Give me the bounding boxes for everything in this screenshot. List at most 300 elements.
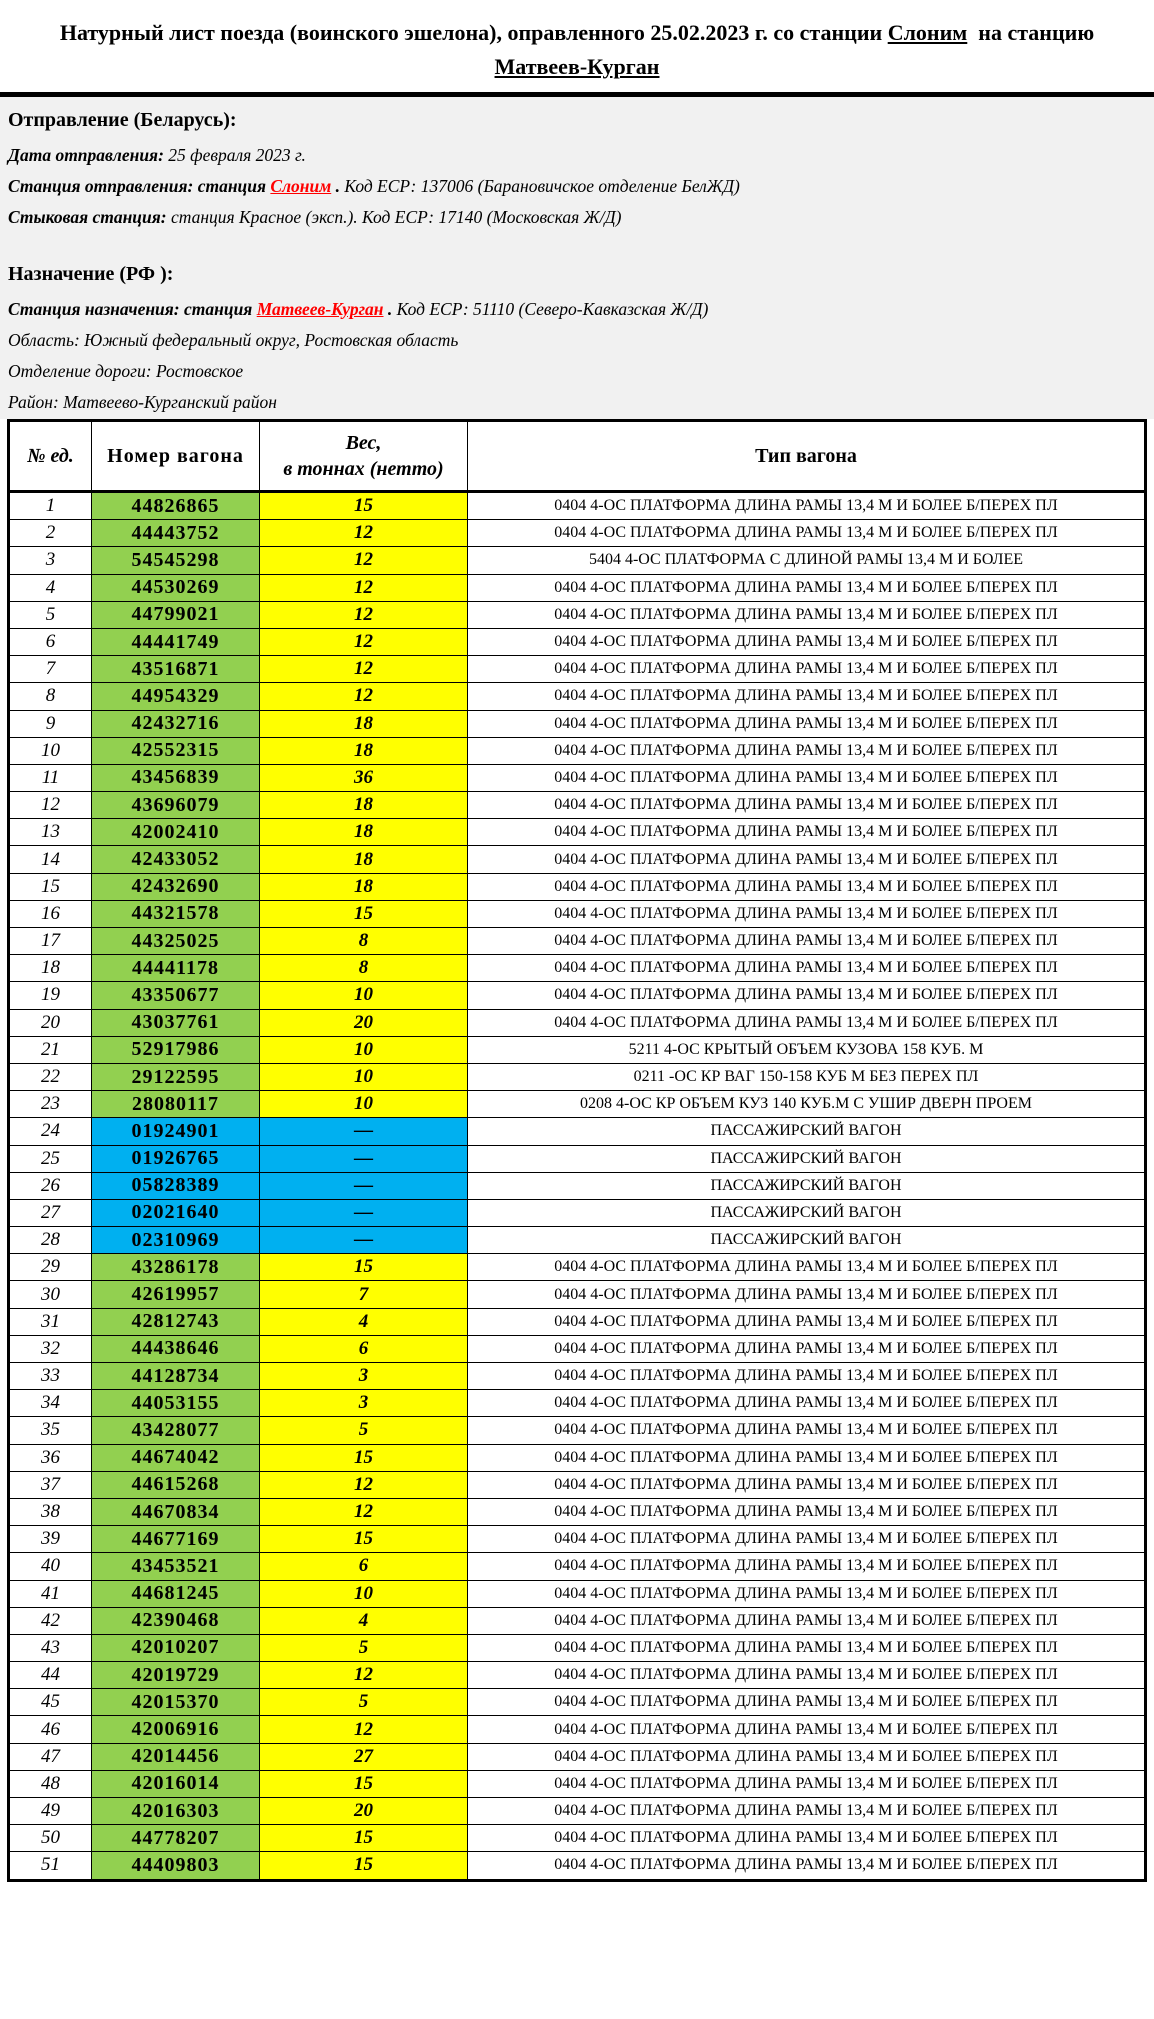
cell-wagon-type: 0404 4-ОС ПЛАТФОРМА ДЛИНА РАМЫ 13,4 М И БОЛЕЕ Б/ПЕРЕХ ПЛ xyxy=(468,683,1146,710)
table-row xyxy=(9,1634,1146,1661)
table-row xyxy=(9,928,1146,955)
cell-unit-number: 1 xyxy=(9,492,92,520)
cell-wagon-type: ПАССАЖИРСКИЙ ВАГОН xyxy=(468,1172,1146,1199)
cell-wagon-type: 0404 4-ОС ПЛАТФОРМА ДЛИНА РАМЫ 13,4 М И БОЛЕЕ Б/ПЕРЕХ ПЛ xyxy=(468,601,1146,628)
cell-weight: 12 xyxy=(260,547,468,574)
cell-unit-number: 30 xyxy=(9,1281,92,1308)
cell-wagon-type: 0404 4-ОС ПЛАТФОРМА ДЛИНА РАМЫ 13,4 М И БОЛЕЕ Б/ПЕРЕХ ПЛ xyxy=(468,900,1146,927)
cell-weight: — xyxy=(260,1227,468,1254)
title-suffix: на станцию xyxy=(967,20,1095,45)
cell-unit-number: 7 xyxy=(9,656,92,683)
cell-wagon-type: 5404 4-ОС ПЛАТФОРМА С ДЛИНОЙ РАМЫ 13,4 М И БОЛЕЕ xyxy=(468,547,1146,574)
cell-weight: — xyxy=(260,1145,468,1172)
departure-station-word: станция xyxy=(193,176,271,196)
cell-unit-number: 19 xyxy=(9,982,92,1009)
cell-wagon-number: 02310969 xyxy=(92,1227,260,1254)
destination-station-word: станция xyxy=(179,299,257,319)
cell-wagon-number: 42432716 xyxy=(92,710,260,737)
cell-wagon-type: 0404 4-ОС ПЛАТФОРМА ДЛИНА РАМЫ 13,4 М И БОЛЕЕ Б/ПЕРЕХ ПЛ xyxy=(468,1689,1146,1716)
cell-wagon-type: 0404 4-ОС ПЛАТФОРМА ДЛИНА РАМЫ 13,4 М И БОЛЕЕ Б/ПЕРЕХ ПЛ xyxy=(468,1009,1146,1036)
cell-wagon-type: 0404 4-ОС ПЛАТФОРМА ДЛИНА РАМЫ 13,4 М И БОЛЕЕ Б/ПЕРЕХ ПЛ xyxy=(468,764,1146,791)
cell-weight: 36 xyxy=(260,764,468,791)
cell-wagon-type: 0404 4-ОС ПЛАТФОРМА ДЛИНА РАМЫ 13,4 М И БОЛЕЕ Б/ПЕРЕХ ПЛ xyxy=(468,737,1146,764)
table-row xyxy=(9,1009,1146,1036)
cell-unit-number: 5 xyxy=(9,601,92,628)
cell-unit-number: 16 xyxy=(9,900,92,927)
cell-wagon-type: 0404 4-ОС ПЛАТФОРМА ДЛИНА РАМЫ 13,4 М И БОЛЕЕ Б/ПЕРЕХ ПЛ xyxy=(468,928,1146,955)
cell-unit-number: 12 xyxy=(9,792,92,819)
district-label: Район: xyxy=(8,392,59,412)
table-row xyxy=(9,1498,1146,1525)
cell-unit-number: 43 xyxy=(9,1634,92,1661)
cell-wagon-number: 44670834 xyxy=(92,1498,260,1525)
cell-weight: 10 xyxy=(260,1580,468,1607)
table-row xyxy=(9,1471,1146,1498)
table-row xyxy=(9,737,1146,764)
cell-unit-number: 44 xyxy=(9,1662,92,1689)
table-row xyxy=(9,1199,1146,1226)
cell-unit-number: 21 xyxy=(9,1036,92,1063)
destination-station-name: Матвеев-Курган xyxy=(256,299,384,319)
cell-unit-number: 29 xyxy=(9,1254,92,1281)
route-info-section xyxy=(0,97,1154,419)
cell-unit-number: 37 xyxy=(9,1471,92,1498)
table-row xyxy=(9,492,1146,520)
cell-unit-number: 11 xyxy=(9,764,92,791)
cell-unit-number: 32 xyxy=(9,1335,92,1362)
table-row xyxy=(9,628,1146,655)
header-weight-line1: Вес, xyxy=(345,432,382,454)
cell-weight: 12 xyxy=(260,574,468,601)
district-value: Матвеево-Курганский район xyxy=(58,392,277,412)
cell-weight: 20 xyxy=(260,1798,468,1825)
cell-weight: 10 xyxy=(260,1036,468,1063)
header-unit-number: № ед. xyxy=(9,421,92,492)
cell-weight: 15 xyxy=(260,1852,468,1880)
cell-wagon-type: 0404 4-ОС ПЛАТФОРМА ДЛИНА РАМЫ 13,4 М И БОЛЕЕ Б/ПЕРЕХ ПЛ xyxy=(468,1607,1146,1634)
cell-wagon-type: 0404 4-ОС ПЛАТФОРМА ДЛИНА РАМЫ 13,4 М И БОЛЕЕ Б/ПЕРЕХ ПЛ xyxy=(468,1308,1146,1335)
table-row xyxy=(9,982,1146,1009)
cell-weight: 5 xyxy=(260,1689,468,1716)
cell-wagon-type: 0404 4-ОС ПЛАТФОРМА ДЛИНА РАМЫ 13,4 М И БОЛЕЕ Б/ПЕРЕХ ПЛ xyxy=(468,1634,1146,1661)
cell-weight: — xyxy=(260,1118,468,1145)
cell-wagon-type: 0404 4-ОС ПЛАТФОРМА ДЛИНА РАМЫ 13,4 М И БОЛЕЕ Б/ПЕРЕХ ПЛ xyxy=(468,1852,1146,1880)
cell-wagon-number: 42432690 xyxy=(92,873,260,900)
cell-wagon-type: 0404 4-ОС ПЛАТФОРМА ДЛИНА РАМЫ 13,4 М И БОЛЕЕ Б/ПЕРЕХ ПЛ xyxy=(468,792,1146,819)
cell-unit-number: 45 xyxy=(9,1689,92,1716)
cell-weight: 18 xyxy=(260,846,468,873)
cell-weight: 15 xyxy=(260,1254,468,1281)
cell-unit-number: 36 xyxy=(9,1444,92,1471)
cell-unit-number: 38 xyxy=(9,1498,92,1525)
cell-weight: 15 xyxy=(260,1444,468,1471)
cell-wagon-number: 42002410 xyxy=(92,819,260,846)
departure-date-label: Дата отправления: xyxy=(8,145,164,165)
cell-wagon-number: 42015370 xyxy=(92,1689,260,1716)
cell-weight: 15 xyxy=(260,492,468,520)
cell-weight: 4 xyxy=(260,1607,468,1634)
cell-unit-number: 51 xyxy=(9,1852,92,1880)
cell-unit-number: 47 xyxy=(9,1743,92,1770)
cell-wagon-type: ПАССАЖИРСКИЙ ВАГОН xyxy=(468,1145,1146,1172)
title-to-station: Матвеев-Курган xyxy=(494,54,660,79)
cell-wagon-type: 0404 4-ОС ПЛАТФОРМА ДЛИНА РАМЫ 13,4 М И БОЛЕЕ Б/ПЕРЕХ ПЛ xyxy=(468,492,1146,520)
cell-weight: 5 xyxy=(260,1634,468,1661)
cell-wagon-number: 44438646 xyxy=(92,1335,260,1362)
cell-weight: 18 xyxy=(260,873,468,900)
cell-weight: 12 xyxy=(260,1498,468,1525)
header-weight xyxy=(260,421,468,492)
table-row xyxy=(9,1036,1146,1063)
destination-station-code: Код ЕСР: 51110 (Северо-Кавказская Ж/Д) xyxy=(396,299,709,319)
departure-date-line xyxy=(8,140,1146,171)
cell-wagon-type: 0208 4-ОС КР ОБЪЕМ КУЗ 140 КУБ.М С УШИР ДВЕРН ПРОЕМ xyxy=(468,1091,1146,1118)
cell-unit-number: 40 xyxy=(9,1553,92,1580)
document-title xyxy=(0,0,1154,84)
division-label: Отделение дороги: xyxy=(8,361,152,381)
cell-unit-number: 41 xyxy=(9,1580,92,1607)
cell-weight: 7 xyxy=(260,1281,468,1308)
cell-unit-number: 6 xyxy=(9,628,92,655)
cell-weight: 20 xyxy=(260,1009,468,1036)
cell-weight: 5 xyxy=(260,1417,468,1444)
table-row xyxy=(9,1580,1146,1607)
table-row xyxy=(9,1254,1146,1281)
destination-station-dot: . xyxy=(383,299,397,319)
district-line xyxy=(8,387,1146,418)
cell-weight: 15 xyxy=(260,1825,468,1852)
document-title-line1 xyxy=(0,16,1154,50)
document-title-line2 xyxy=(0,50,1154,84)
table-row xyxy=(9,1825,1146,1852)
cell-wagon-number: 43350677 xyxy=(92,982,260,1009)
cell-wagon-number: 01926765 xyxy=(92,1145,260,1172)
cell-wagon-number: 05828389 xyxy=(92,1172,260,1199)
table-row xyxy=(9,1444,1146,1471)
cell-weight: 27 xyxy=(260,1743,468,1770)
title-prefix: Натурный лист поезда (воинского эшелона), оправленного 25.02.2023 г. со станции xyxy=(59,20,888,45)
destination-heading: Назначение (РФ ): xyxy=(8,263,174,285)
cell-wagon-type: 0404 4-ОС ПЛАТФОРМА ДЛИНА РАМЫ 13,4 М И БОЛЕЕ Б/ПЕРЕХ ПЛ xyxy=(468,1798,1146,1825)
table-row xyxy=(9,1662,1146,1689)
table-row xyxy=(9,601,1146,628)
cell-unit-number: 2 xyxy=(9,520,92,547)
cell-wagon-number: 44530269 xyxy=(92,574,260,601)
table-row xyxy=(9,1417,1146,1444)
header-wagon-number: Номер вагона xyxy=(92,421,260,492)
cell-weight: 15 xyxy=(260,1770,468,1797)
table-row xyxy=(9,520,1146,547)
table-row xyxy=(9,819,1146,846)
cell-wagon-number: 44799021 xyxy=(92,601,260,628)
cell-wagon-type: 0404 4-ОС ПЛАТФОРМА ДЛИНА РАМЫ 13,4 М И БОЛЕЕ Б/ПЕРЕХ ПЛ xyxy=(468,656,1146,683)
cell-wagon-number: 44778207 xyxy=(92,1825,260,1852)
info-gap xyxy=(8,233,1146,263)
cell-wagon-number: 44321578 xyxy=(92,900,260,927)
cell-weight: 12 xyxy=(260,656,468,683)
cell-wagon-number: 42619957 xyxy=(92,1281,260,1308)
destination-station-line xyxy=(8,294,1146,325)
table-row xyxy=(9,873,1146,900)
cell-wagon-type: 0404 4-ОС ПЛАТФОРМА ДЛИНА РАМЫ 13,4 М И БОЛЕЕ Б/ПЕРЕХ ПЛ xyxy=(468,520,1146,547)
cell-wagon-number: 52917986 xyxy=(92,1036,260,1063)
cell-wagon-type: 0404 4-ОС ПЛАТФОРМА ДЛИНА РАМЫ 13,4 М И БОЛЕЕ Б/ПЕРЕХ ПЛ xyxy=(468,1281,1146,1308)
cell-wagon-number: 42390468 xyxy=(92,1607,260,1634)
table-row xyxy=(9,1526,1146,1553)
table-row xyxy=(9,1172,1146,1199)
cell-wagon-type: 0404 4-ОС ПЛАТФОРМА ДЛИНА РАМЫ 13,4 М И БОЛЕЕ Б/ПЕРЕХ ПЛ xyxy=(468,574,1146,601)
cell-wagon-number: 43453521 xyxy=(92,1553,260,1580)
cell-unit-number: 26 xyxy=(9,1172,92,1199)
cell-weight: 12 xyxy=(260,1662,468,1689)
cell-wagon-number: 44677169 xyxy=(92,1526,260,1553)
table-row xyxy=(9,1091,1146,1118)
cell-wagon-number: 54545298 xyxy=(92,547,260,574)
cell-weight: 12 xyxy=(260,1716,468,1743)
table-row xyxy=(9,656,1146,683)
cell-unit-number: 42 xyxy=(9,1607,92,1634)
table-row xyxy=(9,1227,1146,1254)
table-row xyxy=(9,1607,1146,1634)
cell-unit-number: 22 xyxy=(9,1063,92,1090)
cell-weight: 15 xyxy=(260,900,468,927)
table-row xyxy=(9,846,1146,873)
cell-weight: 18 xyxy=(260,792,468,819)
cell-weight: 12 xyxy=(260,520,468,547)
cell-unit-number: 31 xyxy=(9,1308,92,1335)
cell-wagon-number: 44954329 xyxy=(92,683,260,710)
cell-wagon-number: 28080117 xyxy=(92,1091,260,1118)
table-row xyxy=(9,1716,1146,1743)
cell-weight: 18 xyxy=(260,819,468,846)
table-row xyxy=(9,1063,1146,1090)
cell-wagon-number: 44681245 xyxy=(92,1580,260,1607)
cell-weight: 8 xyxy=(260,928,468,955)
cell-weight: 12 xyxy=(260,683,468,710)
cell-wagon-type: 0404 4-ОС ПЛАТФОРМА ДЛИНА РАМЫ 13,4 М И БОЛЕЕ Б/ПЕРЕХ ПЛ xyxy=(468,982,1146,1009)
cell-weight: 6 xyxy=(260,1553,468,1580)
cell-wagon-type: 0404 4-ОС ПЛАТФОРМА ДЛИНА РАМЫ 13,4 М И БОЛЕЕ Б/ПЕРЕХ ПЛ xyxy=(468,1662,1146,1689)
cell-wagon-number: 29122595 xyxy=(92,1063,260,1090)
cell-weight: 12 xyxy=(260,601,468,628)
cell-wagon-type: ПАССАЖИРСКИЙ ВАГОН xyxy=(468,1118,1146,1145)
cell-wagon-type: 0404 4-ОС ПЛАТФОРМА ДЛИНА РАМЫ 13,4 М И БОЛЕЕ Б/ПЕРЕХ ПЛ xyxy=(468,873,1146,900)
table-row xyxy=(9,1770,1146,1797)
cell-wagon-type: 0404 4-ОС ПЛАТФОРМА ДЛИНА РАМЫ 13,4 М И БОЛЕЕ Б/ПЕРЕХ ПЛ xyxy=(468,955,1146,982)
table-row xyxy=(9,1145,1146,1172)
cell-unit-number: 33 xyxy=(9,1363,92,1390)
table-row xyxy=(9,1390,1146,1417)
cell-wagon-number: 43037761 xyxy=(92,1009,260,1036)
cell-unit-number: 35 xyxy=(9,1417,92,1444)
cell-weight: 15 xyxy=(260,1526,468,1553)
cell-wagon-type: 0404 4-ОС ПЛАТФОРМА ДЛИНА РАМЫ 13,4 М И БОЛЕЕ Б/ПЕРЕХ ПЛ xyxy=(468,819,1146,846)
cell-wagon-number: 43456839 xyxy=(92,764,260,791)
departure-heading: Отправление (Беларусь): xyxy=(8,109,237,131)
cell-unit-number: 25 xyxy=(9,1145,92,1172)
title-from-station: Слоним xyxy=(887,20,968,45)
cell-weight: 10 xyxy=(260,1091,468,1118)
cell-wagon-number: 42433052 xyxy=(92,846,260,873)
cell-unit-number: 34 xyxy=(9,1390,92,1417)
cell-wagon-type: 0404 4-ОС ПЛАТФОРМА ДЛИНА РАМЫ 13,4 М И БОЛЕЕ Б/ПЕРЕХ ПЛ xyxy=(468,1417,1146,1444)
cell-wagon-number: 42016303 xyxy=(92,1798,260,1825)
table-row xyxy=(9,1281,1146,1308)
cell-wagon-type: 0404 4-ОС ПЛАТФОРМА ДЛИНА РАМЫ 13,4 М И БОЛЕЕ Б/ПЕРЕХ ПЛ xyxy=(468,1390,1146,1417)
cell-unit-number: 3 xyxy=(9,547,92,574)
departure-station-name: Слоним xyxy=(270,176,332,196)
cell-unit-number: 8 xyxy=(9,683,92,710)
cell-weight: 3 xyxy=(260,1390,468,1417)
departure-station-line xyxy=(8,171,1146,202)
cell-wagon-type: 0404 4-ОС ПЛАТФОРМА ДЛИНА РАМЫ 13,4 М И БОЛЕЕ Б/ПЕРЕХ ПЛ xyxy=(468,846,1146,873)
cell-wagon-number: 43428077 xyxy=(92,1417,260,1444)
cell-unit-number: 28 xyxy=(9,1227,92,1254)
cell-weight: 18 xyxy=(260,710,468,737)
junction-station-label: Стыковая станция: xyxy=(8,207,167,227)
cell-unit-number: 20 xyxy=(9,1009,92,1036)
cell-wagon-type: 0404 4-ОС ПЛАТФОРМА ДЛИНА РАМЫ 13,4 М И БОЛЕЕ Б/ПЕРЕХ ПЛ xyxy=(468,710,1146,737)
cell-wagon-number: 42552315 xyxy=(92,737,260,764)
cell-unit-number: 50 xyxy=(9,1825,92,1852)
table-row xyxy=(9,1798,1146,1825)
table-row xyxy=(9,1553,1146,1580)
cell-unit-number: 14 xyxy=(9,846,92,873)
cell-wagon-number: 43286178 xyxy=(92,1254,260,1281)
cell-weight: — xyxy=(260,1199,468,1226)
departure-station-code: Код ЕСР: 137006 (Барановичское отделение БелЖД) xyxy=(344,176,740,196)
cell-wagon-number: 44409803 xyxy=(92,1852,260,1880)
cell-unit-number: 13 xyxy=(9,819,92,846)
table-row xyxy=(9,683,1146,710)
cell-wagon-type: 0404 4-ОС ПЛАТФОРМА ДЛИНА РАМЫ 13,4 М И БОЛЕЕ Б/ПЕРЕХ ПЛ xyxy=(468,1716,1146,1743)
cell-wagon-type: 0404 4-ОС ПЛАТФОРМА ДЛИНА РАМЫ 13,4 М И БОЛЕЕ Б/ПЕРЕХ ПЛ xyxy=(468,1580,1146,1607)
table-row xyxy=(9,955,1146,982)
cell-wagon-number: 44443752 xyxy=(92,520,260,547)
cell-wagon-type: 0404 4-ОС ПЛАТФОРМА ДЛИНА РАМЫ 13,4 М И БОЛЕЕ Б/ПЕРЕХ ПЛ xyxy=(468,1526,1146,1553)
junction-station-line xyxy=(8,202,1146,233)
cell-wagon-number: 44325025 xyxy=(92,928,260,955)
table-row xyxy=(9,1363,1146,1390)
cell-weight: 3 xyxy=(260,1363,468,1390)
cell-wagon-number: 02021640 xyxy=(92,1199,260,1226)
cell-wagon-type: 0404 4-ОС ПЛАТФОРМА ДЛИНА РАМЫ 13,4 М И БОЛЕЕ Б/ПЕРЕХ ПЛ xyxy=(468,1553,1146,1580)
cell-wagon-number: 44615268 xyxy=(92,1471,260,1498)
table-row xyxy=(9,1743,1146,1770)
cell-unit-number: 9 xyxy=(9,710,92,737)
cell-wagon-type: 0404 4-ОС ПЛАТФОРМА ДЛИНА РАМЫ 13,4 М И БОЛЕЕ Б/ПЕРЕХ ПЛ xyxy=(468,1471,1146,1498)
table-row xyxy=(9,547,1146,574)
cell-unit-number: 23 xyxy=(9,1091,92,1118)
cell-weight: 4 xyxy=(260,1308,468,1335)
division-value: Ростовское xyxy=(151,361,244,381)
cell-weight: 10 xyxy=(260,982,468,1009)
cell-wagon-type: 0404 4-ОС ПЛАТФОРМА ДЛИНА РАМЫ 13,4 М И БОЛЕЕ Б/ПЕРЕХ ПЛ xyxy=(468,1254,1146,1281)
cell-wagon-type: 0404 4-ОС ПЛАТФОРМА ДЛИНА РАМЫ 13,4 М И БОЛЕЕ Б/ПЕРЕХ ПЛ xyxy=(468,1444,1146,1471)
cell-wagon-number: 42019729 xyxy=(92,1662,260,1689)
cell-wagon-number: 42010207 xyxy=(92,1634,260,1661)
departure-date-value: 25 февраля 2023 г. xyxy=(163,145,306,165)
cell-wagon-type: 0211 -ОС КР ВАГ 150-158 КУБ М БЕЗ ПЕРЕХ ПЛ xyxy=(468,1063,1146,1090)
division-line xyxy=(8,356,1146,387)
cell-wagon-number: 01924901 xyxy=(92,1118,260,1145)
header-wagon-type: Тип вагона xyxy=(468,421,1146,492)
cell-wagon-type: 0404 4-ОС ПЛАТФОРМА ДЛИНА РАМЫ 13,4 М И БОЛЕЕ Б/ПЕРЕХ ПЛ xyxy=(468,1743,1146,1770)
cell-wagon-number: 44441749 xyxy=(92,628,260,655)
cell-weight: 12 xyxy=(260,1471,468,1498)
cell-unit-number: 49 xyxy=(9,1798,92,1825)
region-line xyxy=(8,325,1146,356)
cell-unit-number: 46 xyxy=(9,1716,92,1743)
destination-station-label: Станция назначения: xyxy=(8,299,180,319)
departure-station-dot: . xyxy=(331,176,345,196)
departure-station-label: Станция отправления: xyxy=(8,176,194,196)
table-row xyxy=(9,1118,1146,1145)
cell-wagon-number: 44053155 xyxy=(92,1390,260,1417)
cell-weight: 10 xyxy=(260,1063,468,1090)
cell-wagon-type: ПАССАЖИРСКИЙ ВАГОН xyxy=(468,1227,1146,1254)
cell-wagon-number: 44826865 xyxy=(92,492,260,520)
header-weight-line2: в тоннах (нетто) xyxy=(283,458,444,480)
cell-wagon-number: 43696079 xyxy=(92,792,260,819)
cell-weight: 8 xyxy=(260,955,468,982)
cell-unit-number: 18 xyxy=(9,955,92,982)
table-row xyxy=(9,710,1146,737)
table-row xyxy=(9,1689,1146,1716)
cell-unit-number: 48 xyxy=(9,1770,92,1797)
cell-wagon-number: 42812743 xyxy=(92,1308,260,1335)
cell-weight: 18 xyxy=(260,737,468,764)
cell-unit-number: 15 xyxy=(9,873,92,900)
table-row xyxy=(9,1308,1146,1335)
junction-station-value: станция Красное (эксп.). Код ЕСР: 17140 (Московская Ж/Д) xyxy=(166,207,622,227)
table-row xyxy=(9,1335,1146,1362)
cell-weight: 6 xyxy=(260,1335,468,1362)
table-row xyxy=(9,900,1146,927)
cell-wagon-type: 0404 4-ОС ПЛАТФОРМА ДЛИНА РАМЫ 13,4 М И БОЛЕЕ Б/ПЕРЕХ ПЛ xyxy=(468,1825,1146,1852)
table-body xyxy=(9,492,1146,1881)
cell-unit-number: 17 xyxy=(9,928,92,955)
table-row xyxy=(9,1852,1146,1880)
cell-wagon-number: 44441178 xyxy=(92,955,260,982)
region-label: Область: xyxy=(8,330,80,350)
cell-wagon-type: 0404 4-ОС ПЛАТФОРМА ДЛИНА РАМЫ 13,4 М И БОЛЕЕ Б/ПЕРЕХ ПЛ xyxy=(468,1363,1146,1390)
cell-unit-number: 4 xyxy=(9,574,92,601)
cell-wagon-type: 0404 4-ОС ПЛАТФОРМА ДЛИНА РАМЫ 13,4 М И БОЛЕЕ Б/ПЕРЕХ ПЛ xyxy=(468,1770,1146,1797)
wagon-manifest-table xyxy=(7,419,1147,1882)
cell-unit-number: 39 xyxy=(9,1526,92,1553)
table-row xyxy=(9,574,1146,601)
cell-wagon-number: 44674042 xyxy=(92,1444,260,1471)
cell-wagon-type: ПАССАЖИРСКИЙ ВАГОН xyxy=(468,1199,1146,1226)
cell-wagon-number: 42014456 xyxy=(92,1743,260,1770)
region-value: Южный федеральный округ, Ростовская область xyxy=(79,330,459,350)
cell-unit-number: 10 xyxy=(9,737,92,764)
table-header xyxy=(9,421,1146,492)
table-row xyxy=(9,764,1146,791)
cell-wagon-number: 42016014 xyxy=(92,1770,260,1797)
cell-weight: 12 xyxy=(260,628,468,655)
cell-wagon-type: 5211 4-ОС КРЫТЫЙ ОБЪЕМ КУЗОВА 158 КУБ. М xyxy=(468,1036,1146,1063)
cell-wagon-type: 0404 4-ОС ПЛАТФОРМА ДЛИНА РАМЫ 13,4 М И БОЛЕЕ Б/ПЕРЕХ ПЛ xyxy=(468,1498,1146,1525)
cell-unit-number: 24 xyxy=(9,1118,92,1145)
cell-wagon-number: 44128734 xyxy=(92,1363,260,1390)
table-row xyxy=(9,792,1146,819)
cell-unit-number: 27 xyxy=(9,1199,92,1226)
cell-wagon-number: 43516871 xyxy=(92,656,260,683)
cell-wagon-number: 42006916 xyxy=(92,1716,260,1743)
cell-wagon-type: 0404 4-ОС ПЛАТФОРМА ДЛИНА РАМЫ 13,4 М И БОЛЕЕ Б/ПЕРЕХ ПЛ xyxy=(468,628,1146,655)
